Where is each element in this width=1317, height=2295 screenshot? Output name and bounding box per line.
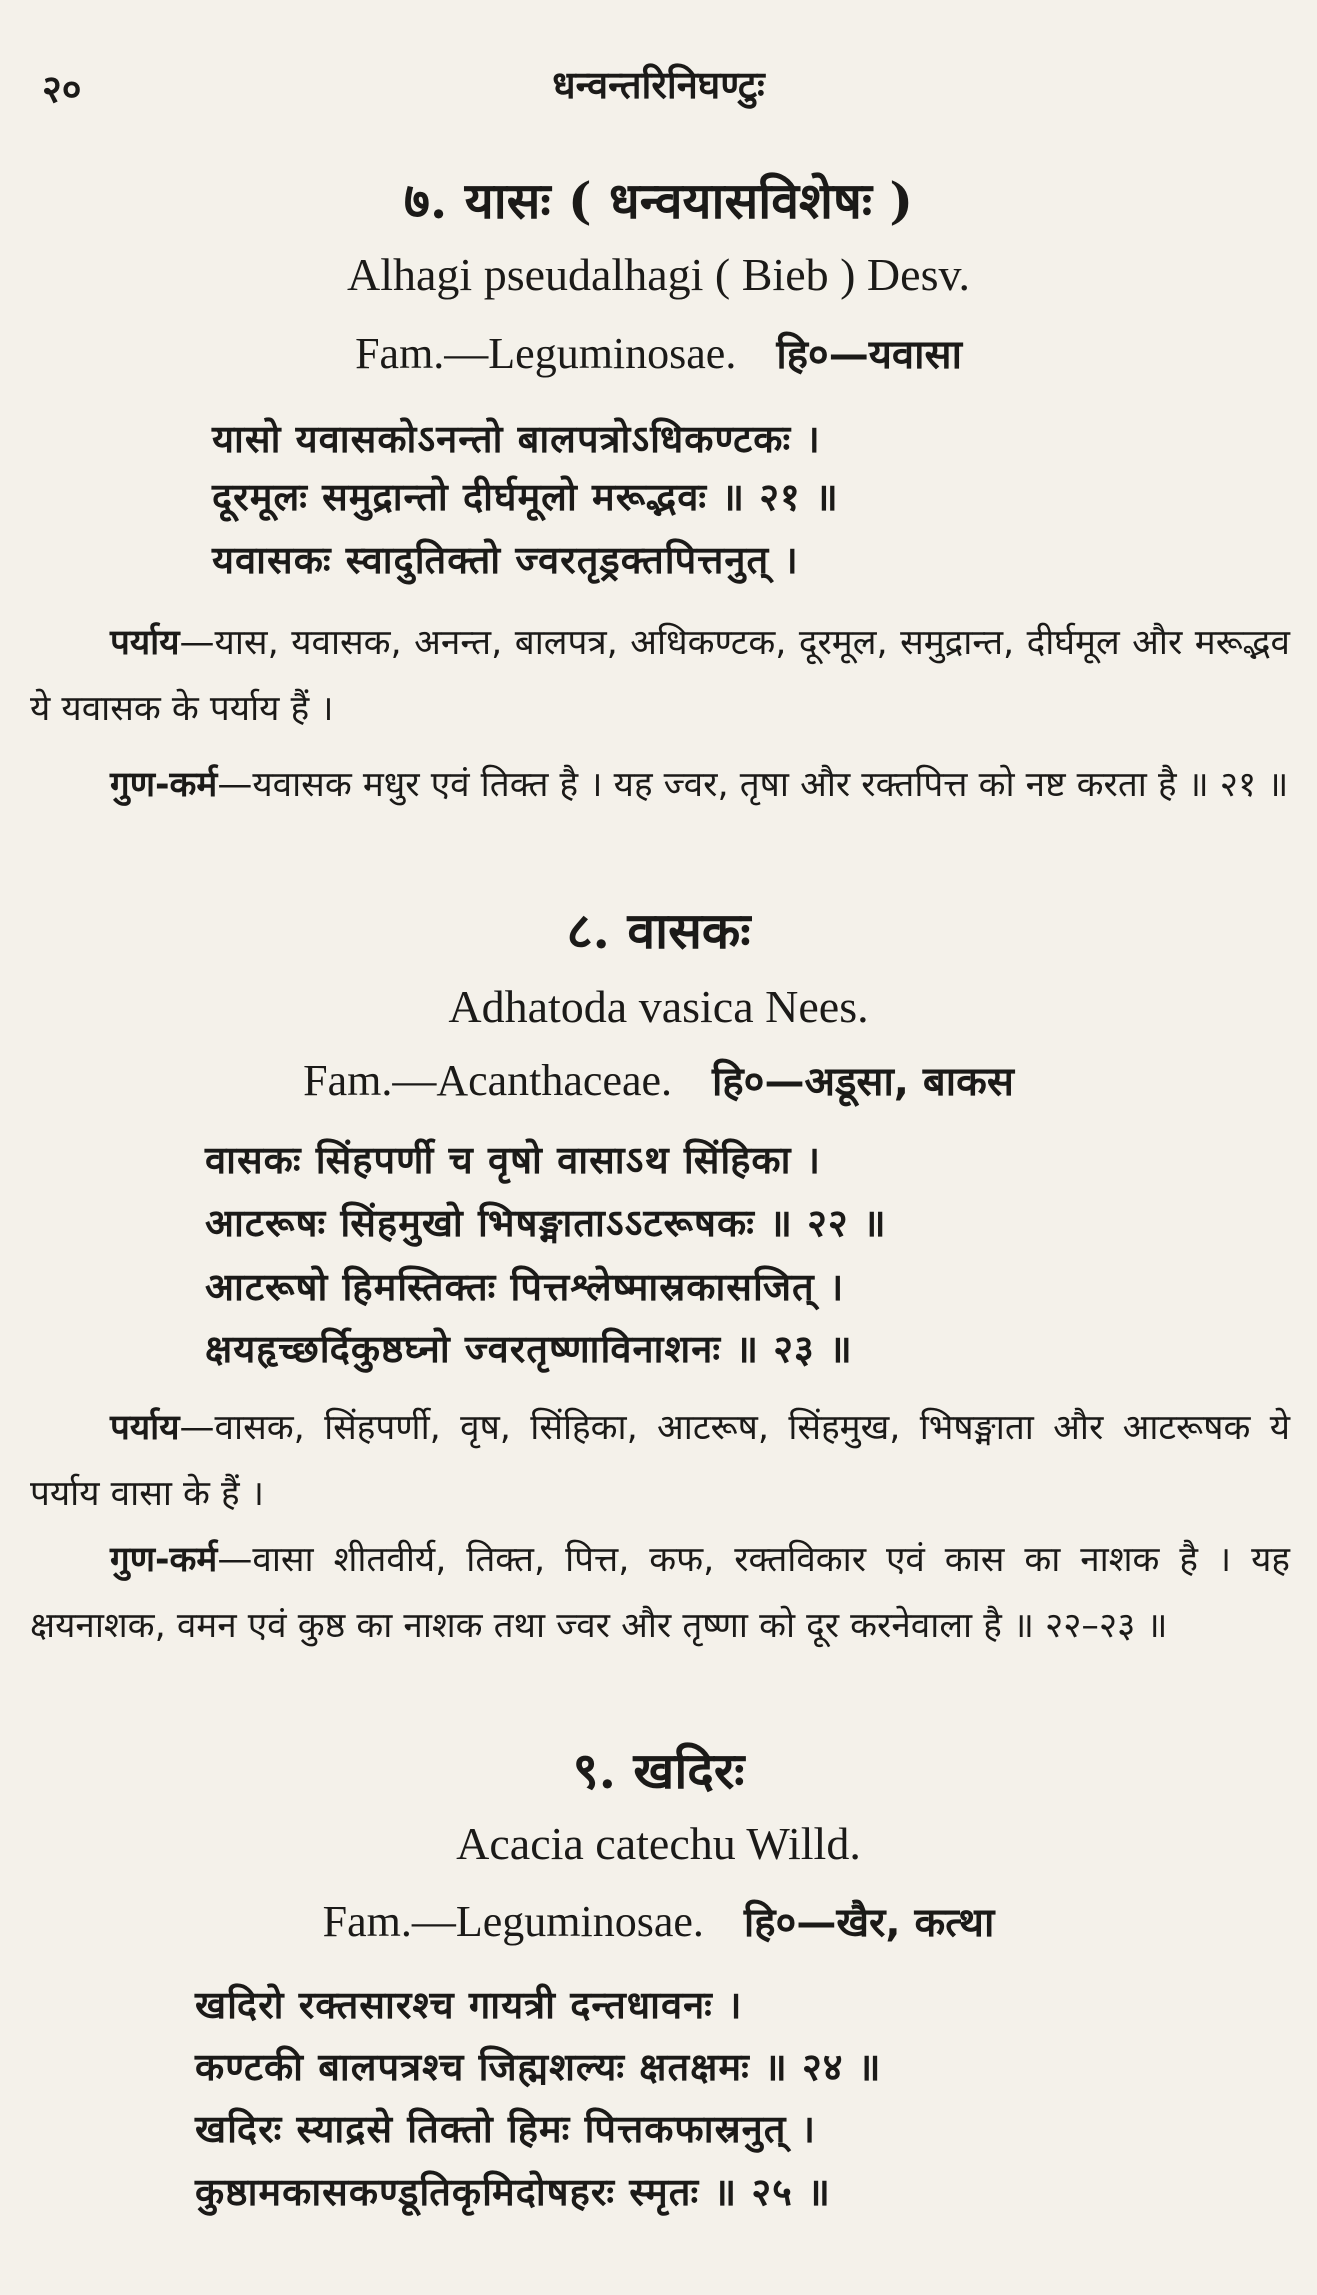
synonyms-paragraph <box>30 610 1290 742</box>
properties-paragraph <box>30 1527 1290 1659</box>
family-line <box>0 1052 1317 1107</box>
verse-line: क्षयहृच्छर्दिकुष्ठघ्नो ज्वरतृष्णाविनाशनः ॥ २३ ॥ <box>205 1327 853 1371</box>
family-line <box>0 1893 1317 1948</box>
family-name: Fam.—Leguminosae. <box>322 1897 704 1946</box>
verse-line: दूरमूलः समुद्रान्तो दीर्घमूलो मरूद्भवः ॥ २१ ॥ <box>212 475 839 519</box>
latin-name: Alhagi pseudalhagi ( Bieb ) Desv. <box>347 249 970 300</box>
verse-line: यासो यवासकोऽनन्तो बालपत्रोऽधिकण्टकः । <box>212 417 821 461</box>
latin-name: Acacia catechu Willd. <box>456 1818 861 1869</box>
verse-line: कुष्ठामकासकण्डूतिकृमिदोषहरः स्मृतः ॥ २५ ॥ <box>195 2170 831 2214</box>
latin-name: Adhatoda vasica Nees. <box>448 981 869 1032</box>
page-number: २० <box>42 66 82 111</box>
verse-line: खदिरो रक्तसारश्च गायत्री दन्तधावनः । <box>195 1983 743 2027</box>
properties-label: गुण-कर्म <box>110 1540 218 1580</box>
properties-label: गुण-कर्म <box>110 765 218 805</box>
synonyms-text: —वासक, सिंहपर्णी, वृष, सिंहिका, आटरूष, सिंहमुख, भिषङ्माता और आटरूषक ये पर्याय वासा के हैं । <box>30 1408 1290 1514</box>
synonyms-label: पर्याय <box>110 1408 180 1448</box>
synonyms-label: पर्याय <box>110 623 180 663</box>
book-title: धन्वन्तरिनिघण्टुः <box>552 62 765 107</box>
verse-line: यवासकः स्वादुतिक्तो ज्वरतृड्रक्तपित्तनुत् । <box>212 538 799 582</box>
section-title: ८. वासकः <box>566 901 751 960</box>
section-title: ९. खदिरः <box>572 1741 745 1800</box>
family-name: Fam.—Acanthaceae. <box>303 1056 673 1105</box>
properties-paragraph <box>30 752 1290 818</box>
synonyms-text: —यास, यवासक, अनन्त, बालपत्र, अधिकण्टक, दूरमूल, समुद्रान्त, दीर्घमूल और मरूद्भव ये यवासक के पर्याय हैं । <box>30 623 1290 729</box>
family-name: Fam.—Leguminosae. <box>355 329 737 378</box>
verse-line: कण्टकी बालपत्रश्च जिह्मशल्यः क्षतक्षमः ॥ २४ ॥ <box>195 2045 882 2089</box>
properties-text: —वासा शीतवीर्य, तिक्त, पित्त, कफ, रक्तविकार एवं कास का नाशक है । यह क्षयनाशक, वमन एवं कुष्ठ का नाशक तथा ज्वर और तृष्णा को दूर करनेवाला है ॥ २२–२३ ॥ <box>30 1540 1290 1646</box>
properties-text: —यवासक मधुर एवं तिक्त है । यह ज्वर, तृषा और रक्तपित्त को नष्ट करता है ॥ २१ ॥ <box>217 765 1289 805</box>
verse-line: वासकः सिंहपर्णी च वृषो वासाऽथ सिंहिका । <box>205 1138 822 1182</box>
family-line <box>0 325 1317 380</box>
hindi-name: हि०—खैर, कत्था <box>743 1900 995 1946</box>
verse-line: खदिरः स्याद्रसे तिक्तो हिमः पित्तकफास्रनुत् । <box>195 2107 817 2151</box>
synonyms-paragraph <box>30 1395 1290 1527</box>
verse-line: आटरूषः सिंहमुखो भिषङ्माताऽऽटरूषकः ॥ २२ ॥ <box>205 1201 887 1245</box>
hindi-name: हि०—अडूसा, बाकस <box>712 1059 1014 1105</box>
hindi-name: हि०—यवासा <box>776 332 962 378</box>
section-title: ७. यासः ( धन्वयासविशेषः ) <box>403 171 914 230</box>
verse-line: आटरूषो हिमस्तिक्तः पित्तश्लेष्मास्रकासजित् । <box>205 1265 845 1309</box>
